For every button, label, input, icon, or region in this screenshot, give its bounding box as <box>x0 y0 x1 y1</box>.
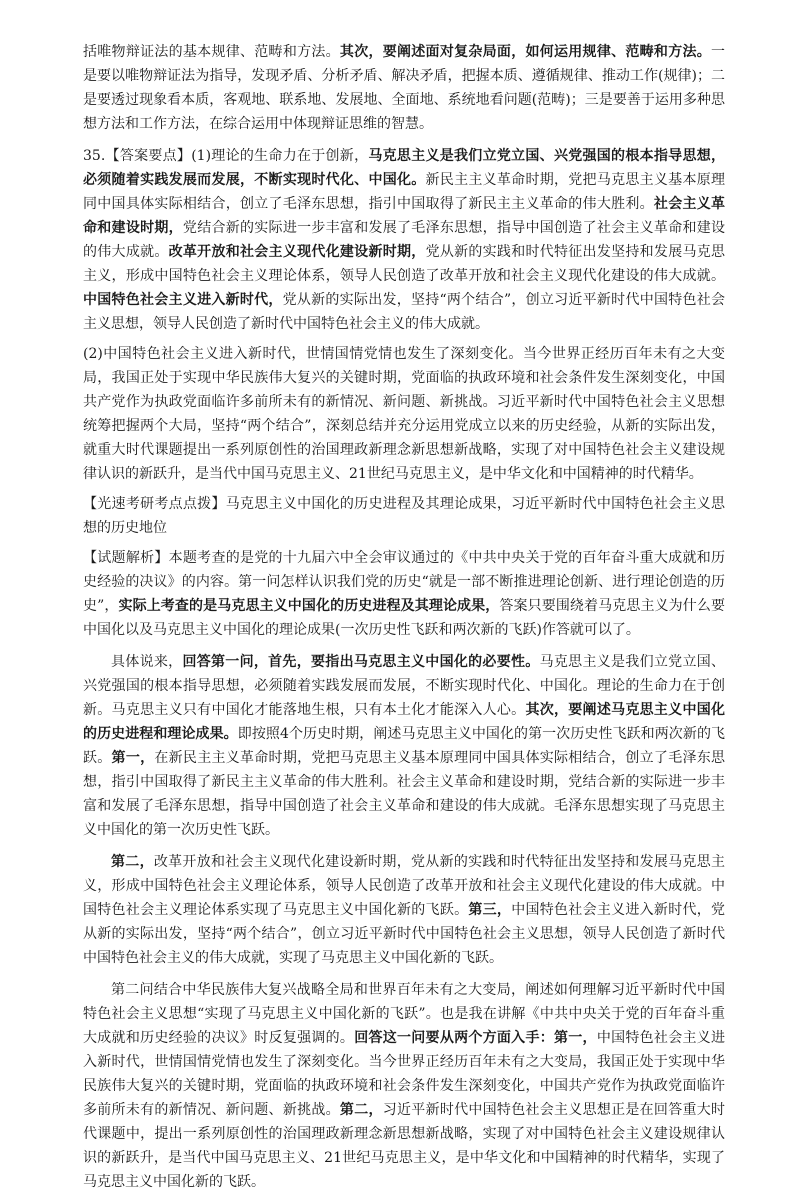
text-run: 新民主主义革命时期，党把马克思主义基本原理同中国具体实际相结合，创立了毛泽东思想，指引中国取得了新民主主义革命的伟大胜利。 <box>83 172 726 212</box>
paragraph-tip <box>83 492 725 540</box>
bold-text-run: 第二， <box>111 854 154 870</box>
text-run: 习近平新时代中国特色社会主义思想正是在回答重大时代课题中，提出一系列原创性的治国理政新理念新思想新战略，实现了对中国特色社会主义建设规律认识的新跃升，是当代中国马克思主义、21世纪马克思主义，是中华文化和中国精神的时代精华，实现了马克思主义中国化新的飞跃。 <box>83 1102 726 1190</box>
text-run: 改革开放和社会主义现代化建设新时期，党从新的实践和时代特征出发坚持和发展马克思主义，形成中国特色社会主义理论体系，领导人民创造了改革开放和社会主义现代化建设的伟大成就。中国特色社会主义理论体系实现了马克思主义中国化新的飞跃。 <box>83 854 725 918</box>
paragraph-q35-1 <box>83 144 725 336</box>
paragraph-detail-3 <box>83 978 725 1194</box>
text-run: 中国特色社会主义进入新时代，党从新的实际出发，坚持“两个结合”，创立习近平新时代中国特色社会主义思想，领导人民创造了新时代中国特色社会主义的伟大成就，实现了马克思主义中国化新的飞跃。 <box>83 902 726 966</box>
bold-text-run: 实际上考查的是马克思主义中国化的历史进程及其理论成果， <box>118 598 500 614</box>
text-run: 中国特色社会主义进入新时代，世情国情党情也发生了深刻变化。当今世界正经历百年未有之大变局，我国正处于实现中华民族伟大复兴的关键时期，党面临的执政环境和社会条件发生深刻变化，中国共产党作为执政党面临许多前所未有的新情况、新问题、新挑战。 <box>83 1030 726 1118</box>
text-run: 【试题解析】本题考查的是党的十九届六中全会审议通过的《中共中央关于党的百年奋斗重大成就和历史经验的决议》的内容。第一问怎样认识我们党的历史“就是一部不断推进理论创新、进行理论创造的历史”， <box>83 550 725 614</box>
bold-text-run: 其次，要阐述面对复杂局面，如何运用规律、范畴和方法。 <box>339 44 712 60</box>
paragraph-analysis <box>83 546 725 642</box>
text-run: 即按照4个历史时期，阐述马克思主义中国化的第一次历史性飞跃和两次新的飞跃。 <box>83 726 726 766</box>
text-run: 一是要以唯物辩证法为指导，发现矛盾、分析矛盾、解决矛盾，把握本质、遵循规律、推动工作(规律)；二是要透过现象看本质，客观地、联系地、发展地、全面地、系统地看问题(范畴)；三是要善于运用多种思想方法和工作方法，在综合运用中体现辩证思维的智慧。 <box>83 44 726 132</box>
text-run: 具体说来， <box>111 654 183 670</box>
text-run: 【光速考研考点点拨】马克思主义中国化的历史进程及其理论成果，习近平新时代中国特色社会主义思想的历史地位 <box>83 496 725 536</box>
paragraph-q35-2 <box>83 342 725 486</box>
document-page <box>83 40 725 1200</box>
bold-text-run: 其次，要阐述马克思主义中国化的历史进程和理论成果。 <box>83 702 725 742</box>
paragraph-dialectics <box>83 40 725 136</box>
bold-text-run: 第一， <box>111 750 155 766</box>
text-run: 马克思主义是我们立党立国、兴党强国的根本指导思想，必须随着实践发展而发展，不断实现时代化、中国化。理论的生命力在于创新。马克思主义只有中国化才能落地生根，只有本土化才能深入人心。 <box>83 654 726 718</box>
text-run: 党从新的实践和时代特征出发坚持和发展马克思主义，形成中国特色社会主义理论体系，领导人民创造了改革开放和社会主义现代化建设的伟大成就。 <box>83 244 726 284</box>
bold-text-run: 社会主义革命和建设时期， <box>83 196 726 236</box>
bold-text-run: 回答这一问要从两个方面入手：第一， <box>354 1030 597 1046</box>
text-run: 35.【答案要点】(1)理论的生命力在于创新， <box>83 148 369 164</box>
bold-text-run: 第二， <box>339 1102 383 1118</box>
bold-text-run: 回答第一问，首先，要指出马克思主义中国化的必要性。 <box>182 654 540 670</box>
text-run: 第二问结合中华民族伟大复兴战略全局和世界百年未有之大变局，阐述如何理解习近平新时代中国特色社会主义思想“实现了马克思主义中国化新的飞跃”。也是我在讲解《中共中央关于党的百年奋斗重大成就和历史经验的决议》时反复强调的。 <box>83 982 725 1046</box>
text-run: 答案只要围绕着马克思主义为什么要中国化以及马克思主义中国化的理论成果(一次历史性飞跃和两次新的飞跃)作答就可以了。 <box>83 598 725 638</box>
bold-text-run: 马克思主义是我们立党立国、兴党强国的根本指导思想，必须随着实践发展而发展，不断实现时代化、中国化。 <box>83 148 725 188</box>
text-run: (2)中国特色社会主义进入新时代，世情国情党情也发生了深刻变化。当今世界正经历百年未有之大变局，我国正处于实现中华民族伟大复兴的关键时期，党面临的执政环境和社会条件发生深刻变化，中国共产党作为执政党面临许多前所未有的新情况、新问题、新挑战。习近平新时代中国特色社会主义思想统筹把握两个大局，坚持“两个结合”，深刻总结并充分运用党成立以来的历史经验，从新的实际出发，就重大时代课题提出一系列原创性的治国理政新理念新思想新战略，实现了对中国特色社会主义建设规律认识的新跃升，是当代中国马克思主义、21世纪马克思主义，是中华文化和中国精神的时代精华。 <box>83 346 725 482</box>
bold-text-run: 中国特色社会主义进入新时代， <box>83 292 283 308</box>
paragraph-detail-2 <box>83 850 725 970</box>
text-run: 括唯物辩证法的基本规律、范畴和方法。 <box>83 44 340 60</box>
bold-text-run: 第三， <box>468 902 512 918</box>
paragraph-detail-1 <box>83 650 725 842</box>
text-run: 党结合新的实际进一步丰富和发展了毛泽东思想，指导中国创造了社会主义革命和建设的伟大成就。 <box>83 220 726 260</box>
text-run: 在新民主主义革命时期，党把马克思主义基本原理同中国具体实际相结合，创立了毛泽东思想，指引中国取得了新民主主义革命的伟大胜利。社会主义革命和建设时期，党结合新的实际进一步丰富和发展了毛泽东思想，指导中国创造了社会主义革命和建设的伟大成就。毛泽东思想实现了马克思主义中国化的第一次历史性飞跃。 <box>83 750 726 838</box>
text-run: 党从新的实际出发，坚持“两个结合”，创立习近平新时代中国特色社会主义思想，领导人民创造了新时代中国特色社会主义的伟大成就。 <box>83 292 725 332</box>
bold-text-run: 改革开放和社会主义现代化建设新时期， <box>168 244 426 260</box>
